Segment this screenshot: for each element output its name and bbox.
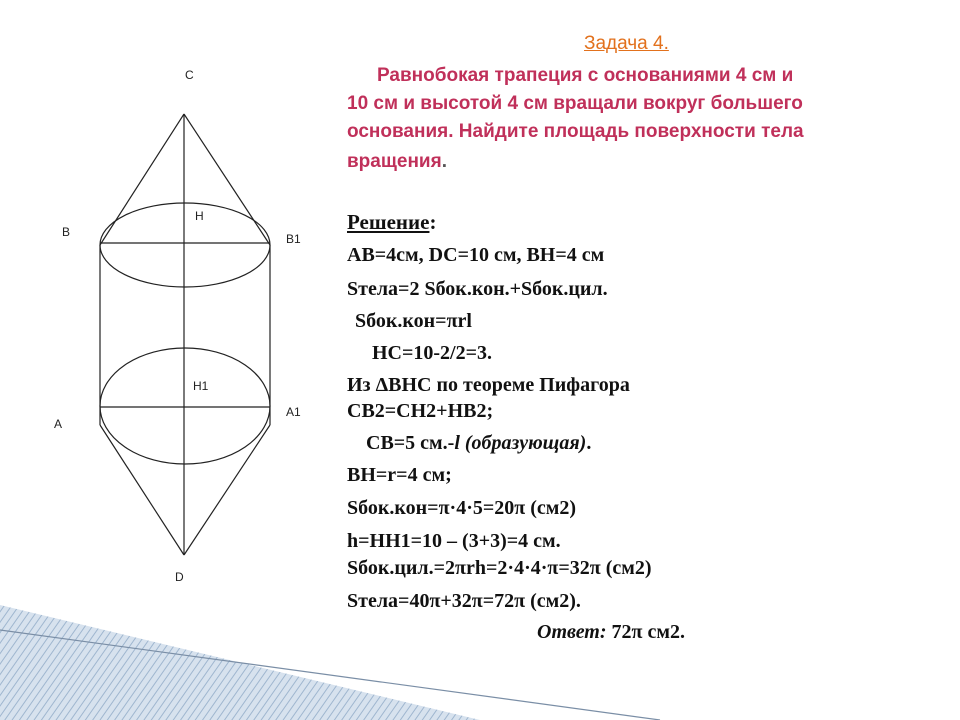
solution-step-2: Sтела=2 Sбок.кон.+Sбок.цил. bbox=[347, 278, 608, 300]
point-label-H1: H1 bbox=[193, 379, 209, 393]
solution-step-8: BH=r=4 см; bbox=[347, 464, 452, 486]
solution-heading-colon: : bbox=[429, 210, 437, 234]
problem-line-1: Равнобокая трапеция с основаниями 4 см и bbox=[377, 65, 794, 86]
point-label-C: C bbox=[185, 68, 194, 82]
problem-line-2: 10 см и высотой 4 см вращали вокруг большего bbox=[347, 93, 803, 114]
upper-base-ellipse bbox=[100, 203, 270, 287]
cone-bottom-right-generatrix bbox=[184, 425, 270, 555]
point-label-H: H bbox=[195, 209, 204, 223]
solution-step-7-italic: l (образующая) bbox=[454, 432, 587, 454]
problem-line-4-text: вращения bbox=[347, 151, 442, 172]
problem-statement bbox=[347, 62, 937, 176]
solution-heading-text: Решение bbox=[347, 210, 430, 234]
solution-step-7-text: CB=5 см.- bbox=[366, 432, 455, 454]
solution-step-6: CB2=CH2+HB2; bbox=[347, 400, 494, 422]
solution-step-9: Sбок.кон=π·4·5=20π (см2) bbox=[347, 497, 577, 519]
cone-bottom-left-generatrix bbox=[100, 425, 184, 555]
solution-step-7-end: . bbox=[586, 432, 592, 454]
answer-value: 72π см2. bbox=[606, 621, 685, 643]
point-label-D: D bbox=[175, 570, 184, 584]
footer-stripes-decoration bbox=[0, 590, 700, 720]
solution-heading bbox=[347, 210, 436, 235]
solution-step-10: h=HH1=10 – (3+3)=4 см. bbox=[347, 530, 561, 552]
problem-line-4 bbox=[347, 148, 937, 176]
answer-label: Ответ: bbox=[537, 621, 607, 643]
solution-step-4: HC=10-2/2=3. bbox=[372, 342, 493, 364]
solution-step-3: Sбок.кон=πrl bbox=[355, 310, 472, 332]
point-label-A: A bbox=[54, 417, 63, 431]
solid-of-revolution-figure bbox=[0, 0, 340, 600]
task-title: Задача 4. bbox=[584, 33, 669, 54]
problem-line-4-period: . bbox=[441, 151, 447, 172]
problem-line-3: основания. Найдите площадь поверхности тела bbox=[347, 121, 804, 142]
solution-step-7 bbox=[366, 432, 591, 455]
point-label-B1: B1 bbox=[286, 232, 301, 246]
point-label-A1: A1 bbox=[286, 405, 301, 419]
solution-step-12: Sтела=40π+32π=72π (см2). bbox=[347, 590, 581, 612]
lower-base-ellipse bbox=[100, 348, 270, 464]
point-label-B: B bbox=[62, 225, 71, 239]
cone-top-right-generatrix bbox=[184, 114, 270, 245]
solution-step-11: Sбок.цил.=2πrh=2·4·4·π=32π (см2) bbox=[347, 557, 652, 579]
solution-step-5: Из ΔBHC по теореме Пифагора bbox=[347, 374, 630, 396]
cone-top-left-generatrix bbox=[100, 114, 184, 245]
solution-step-1: AB=4см, DC=10 см, BH=4 см bbox=[347, 244, 605, 266]
